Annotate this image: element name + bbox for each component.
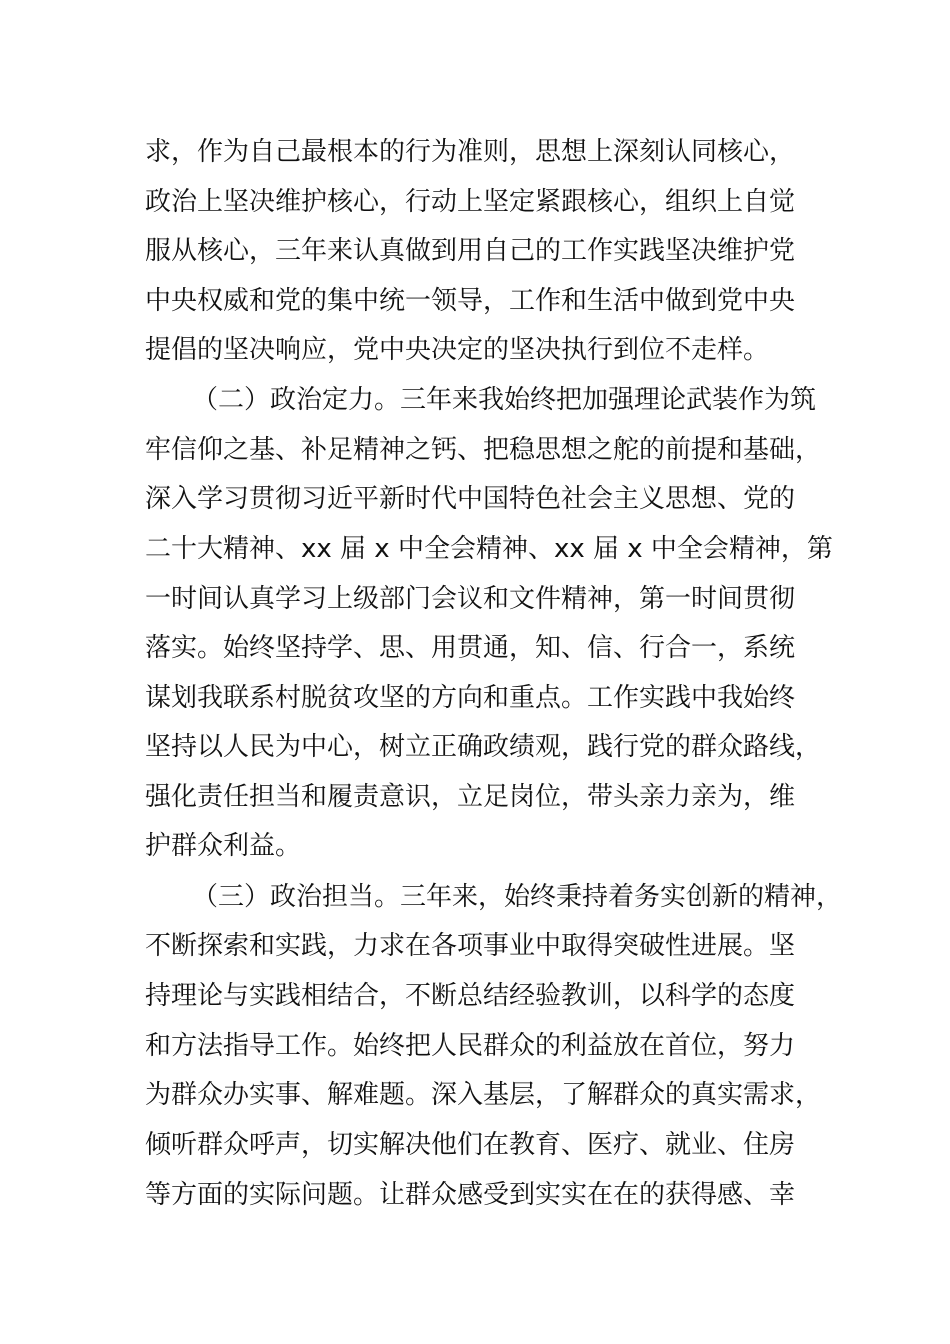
text-line: 谋划我联系村脱贫攻坚的方向和重点。工作实践中我始终 — [145, 683, 796, 713]
text-line: 和方法指导工作。始终把人民群众的利益放在首位，努力 — [145, 1031, 796, 1061]
text-line: 倾听群众呼声，切实解决他们在教育、医疗、就业、住房 — [145, 1130, 796, 1160]
text-line: 提倡的坚决响应，党中央决定的坚决执行到位不走样。 — [145, 335, 770, 365]
text-line: 一时间认真学习上级部门会议和文件精神，第一时间贯彻 — [145, 584, 796, 614]
text-line: 落实。始终坚持学、思、用贯通，知、信、行合一，系统 — [145, 633, 796, 663]
text-line: 持理论与实践相结合，不断总结经验教训，以科学的态度 — [145, 981, 796, 1011]
text-line: 深入学习贯彻习近平新时代中国特色社会主义思想、党的 — [145, 484, 796, 514]
text-line: 强化责任担当和履责意识，立足岗位，带头亲力亲为，维 — [145, 782, 796, 812]
text-line: 中央权威和党的集中统一领导，工作和生活中做到党中央 — [145, 286, 796, 316]
text-line: 等方面的实际问题。让群众感受到实实在在的获得感、幸 — [145, 1180, 796, 1210]
paragraph-heading-line: （三）政治担当。三年来，始终秉持着务实创新的精神， — [192, 882, 843, 912]
text-line: 为群众办实事、解难题。深入基层，了解群众的真实需求， — [145, 1080, 822, 1110]
text-line: 坚持以人民为中心，树立正确政绩观，践行党的群众路线， — [145, 732, 822, 762]
text-line: 护群众利益。 — [145, 831, 302, 861]
paragraph-heading-line: （二）政治定力。三年来我始终把加强理论武装作为筑 — [192, 385, 817, 415]
text-line: 二十大精神、xx 届 x 中全会精神、xx 届 x 中全会精神，第 — [145, 534, 833, 564]
text-line: 服从核心，三年来认真做到用自己的工作实践坚决维护党 — [145, 236, 796, 266]
text-line: 牢信仰之基、补足精神之钙、把稳思想之舵的前提和基础， — [145, 435, 822, 465]
text-line: 不断探索和实践，力求在各项事业中取得突破性进展。坚 — [145, 931, 796, 961]
text-line: 政治上坚决维护核心，行动上坚定紧跟核心，组织上自觉 — [145, 187, 796, 217]
text-line: 求，作为自己最根本的行为准则，思想上深刻认同核心， — [145, 137, 796, 167]
